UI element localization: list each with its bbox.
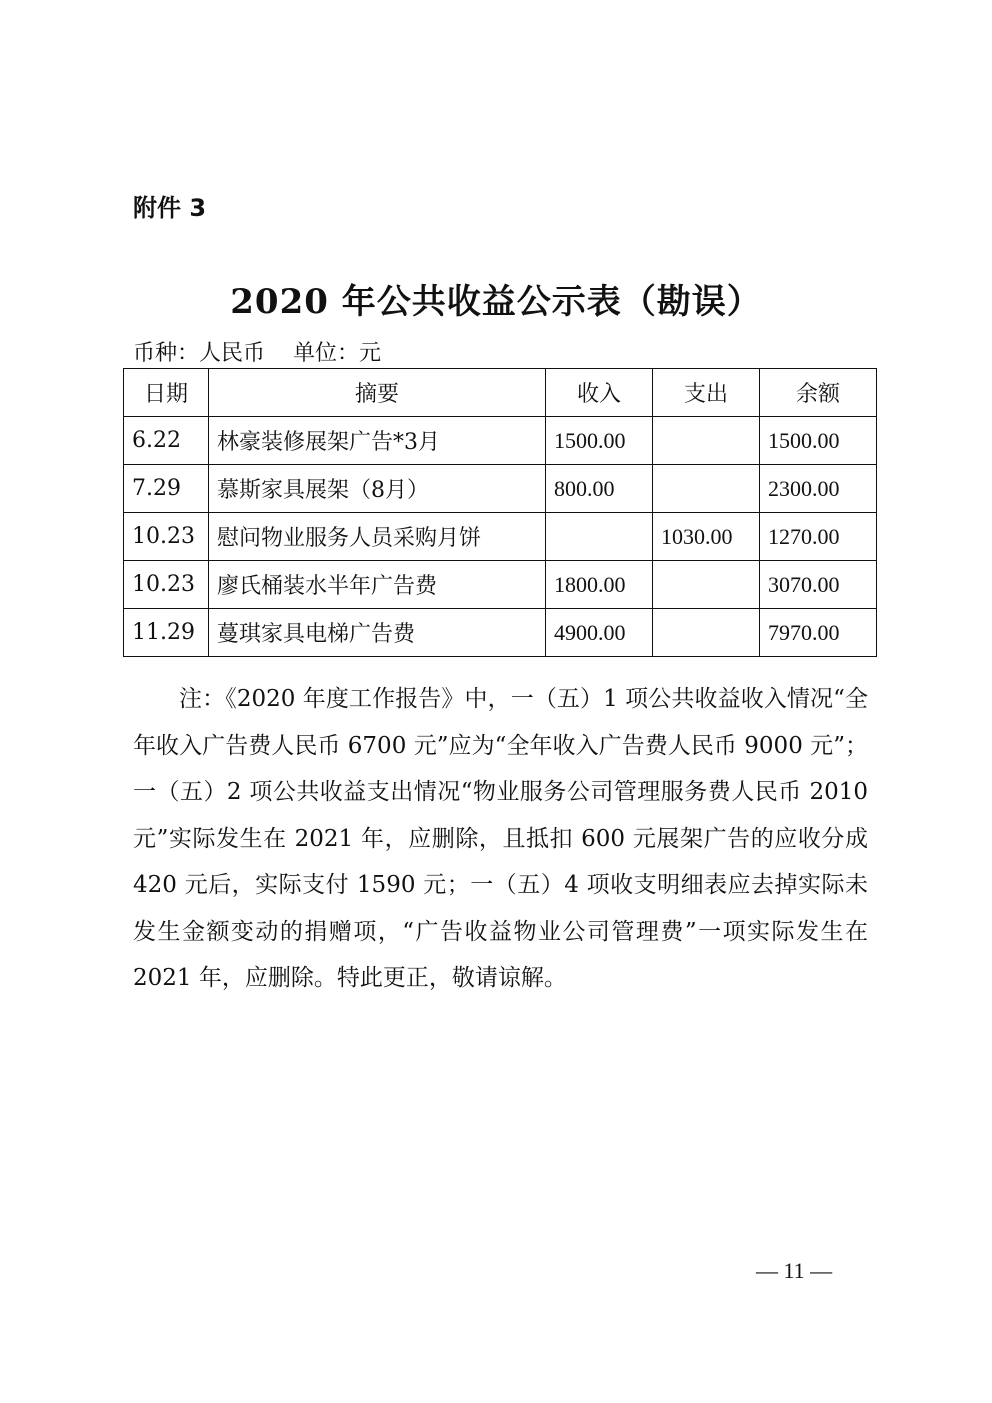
header-expense: 支出 xyxy=(653,369,760,417)
cell-balance: 1270.00 xyxy=(760,513,877,561)
cell-balance: 1500.00 xyxy=(760,417,877,465)
cell-summary: 慕斯家具展架（8月） xyxy=(209,465,546,513)
table-row xyxy=(124,513,877,561)
cell-income: 1500.00 xyxy=(546,417,653,465)
cell-date: 6.22 xyxy=(124,417,209,465)
correction-note: 注：《2020 年度工作报告》中，一（五）1 项公共收益收入情况“全年收入广告费人民币 6700 元”应为“全年收入广告费人民币 9000 元”；一（五）2 项公共收益支出情况“物业服务公司管理服务费人民币 2010 元”实际发生在 2021 年，应删除，且抵扣 600 元展架广告的应收分成 420 元后，实际支付 1590 元；一（五）4 项收支明细表应去掉实际未发生金额变动的捐赠项，“广告收益物业公司管理费”一项实际发生在 2021 年，应删除。特此更正，敬请谅解。 xyxy=(133,686,868,991)
cell-expense xyxy=(653,561,760,609)
table-header-row xyxy=(124,369,877,417)
cell-income: 4900.00 xyxy=(546,609,653,657)
cell-expense xyxy=(653,465,760,513)
cell-income xyxy=(546,513,653,561)
cell-date: 11.29 xyxy=(124,609,209,657)
currency-label: 币种：人民币 xyxy=(133,341,266,366)
cell-balance: 2300.00 xyxy=(760,465,877,513)
header-income: 收入 xyxy=(546,369,653,417)
unit-label: 单位：元 xyxy=(293,341,382,366)
table-meta xyxy=(133,336,381,367)
income-table xyxy=(123,368,877,657)
header-date: 日期 xyxy=(124,369,209,417)
attachment-label: 附件 3 xyxy=(133,194,207,222)
cell-date: 7.29 xyxy=(124,465,209,513)
cell-expense: 1030.00 xyxy=(653,513,760,561)
page-number: — 11 — xyxy=(756,1258,833,1283)
table-row xyxy=(124,465,877,513)
cell-income: 800.00 xyxy=(546,465,653,513)
header-summary: 摘要 xyxy=(209,369,546,417)
cell-balance: 7970.00 xyxy=(760,609,877,657)
table-row xyxy=(124,417,877,465)
cell-summary: 廖氏桶装水半年广告费 xyxy=(209,561,546,609)
cell-summary: 林豪装修展架广告*3月 xyxy=(209,417,546,465)
header-balance: 余额 xyxy=(760,369,877,417)
cell-date: 10.23 xyxy=(124,513,209,561)
cell-summary: 蔓琪家具电梯广告费 xyxy=(209,609,546,657)
cell-expense xyxy=(653,609,760,657)
cell-date: 10.23 xyxy=(124,561,209,609)
cell-balance: 3070.00 xyxy=(760,561,877,609)
cell-expense xyxy=(653,417,760,465)
cell-summary: 慰问物业服务人员采购月饼 xyxy=(209,513,546,561)
table-row xyxy=(124,561,877,609)
cell-income: 1800.00 xyxy=(546,561,653,609)
page-title: 2020 年公共收益公示表（勘误） xyxy=(230,282,762,322)
table-row xyxy=(124,609,877,657)
